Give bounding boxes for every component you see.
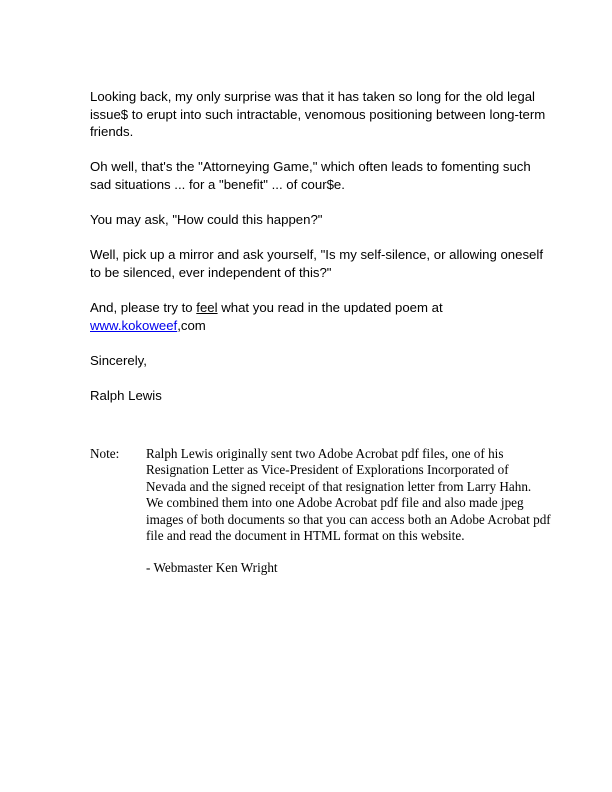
paragraph-5-prefix: And, please try to	[90, 300, 197, 316]
letter-body	[90, 88, 550, 422]
paragraph-5-suffix: ,com	[177, 317, 206, 333]
paragraph-5-middle: what you read in the updated poem at	[217, 300, 443, 316]
note-body	[146, 446, 551, 593]
note-label: Note:	[90, 446, 120, 461]
letter-paragraph-5	[90, 299, 550, 334]
emphasized-word: feel	[196, 300, 218, 316]
letter-paragraph-2: Oh well, that's the "Attorneying Game," which often leads to fomenting such sad situations ... for a "benefit" ... of cour$e.	[90, 159, 531, 192]
letter-closing: Sincerely,	[90, 352, 147, 368]
letter-paragraph-3: You may ask, "How could this happen?"	[90, 212, 323, 228]
website-link[interactable]: www.kokoweef	[90, 317, 178, 333]
note-text: Ralph Lewis originally sent two Adobe Acrobat pdf files, one of his Resignation Letter as Vice-President of Explorations Incorporated of Nevada and the signed receipt of that resignation letter from Larry Hahn. We combined them into one Adobe Acrobat pdf file and also made jpeg images of both documents so that you can access both an Adobe Acrobat pdf file and read the document in HTML format on this website.	[146, 446, 551, 544]
signer-name: Ralph Lewis	[90, 388, 162, 404]
letter-paragraph-4: Well, pick up a mirror and ask yourself, "Is my self-silence, or allowing oneself to be silenced, ever independent of this?"	[90, 247, 543, 280]
webmaster-signature: - Webmaster Ken Wright	[146, 560, 278, 576]
letter-paragraph-1: Looking back, my only surprise was that it has taken so long for the old legal issue$ to erupt into such intractable, venomous positioning between long-term friends.	[90, 89, 546, 140]
